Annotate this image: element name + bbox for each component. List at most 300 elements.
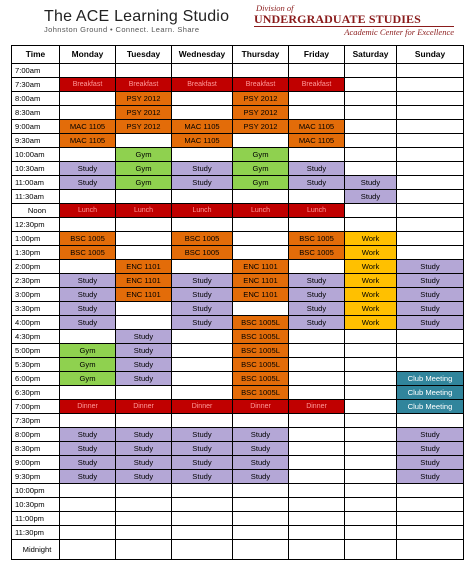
schedule-cell xyxy=(397,512,464,526)
time-row xyxy=(12,190,464,204)
schedule-cell: BSC 1005 xyxy=(289,246,345,260)
schedule-cell xyxy=(60,414,116,428)
schedule-cell: Gym xyxy=(116,162,172,176)
schedule-cell xyxy=(345,330,397,344)
schedule-cell: Study xyxy=(172,442,233,456)
schedule-cell: Dinner xyxy=(60,400,116,414)
column-header: Tuesday xyxy=(116,46,172,64)
time-row xyxy=(12,316,464,330)
schedule-cell: Breakfast xyxy=(233,78,289,92)
schedule-cell xyxy=(116,64,172,78)
column-header: Sunday xyxy=(397,46,464,64)
schedule-cell: Study xyxy=(172,316,233,330)
schedule-cell xyxy=(289,372,345,386)
schedule-cell: Study xyxy=(345,190,397,204)
schedule-cell xyxy=(116,316,172,330)
schedule-cell xyxy=(116,540,172,560)
time-row xyxy=(12,120,464,134)
time-row xyxy=(12,78,464,92)
schedule-cell xyxy=(60,190,116,204)
schedule-cell xyxy=(345,414,397,428)
schedule-cell: Study xyxy=(233,456,289,470)
time-row xyxy=(12,428,464,442)
time-row xyxy=(12,246,464,260)
schedule-cell: Study xyxy=(116,372,172,386)
time-cell: 11:30am xyxy=(12,190,60,204)
schedule-cell: Study xyxy=(116,470,172,484)
schedule-cell: Gym xyxy=(233,176,289,190)
schedule-cell: Study xyxy=(172,456,233,470)
schedule-cell xyxy=(289,64,345,78)
schedule-cell: Gym xyxy=(116,176,172,190)
schedule-cell: ENC 1101 xyxy=(233,274,289,288)
schedule-cell: Study xyxy=(397,288,464,302)
time-row xyxy=(12,512,464,526)
time-row xyxy=(12,176,464,190)
schedule-cell: PSY 2012 xyxy=(116,120,172,134)
schedule-cell: Study xyxy=(116,428,172,442)
schedule-cell xyxy=(60,64,116,78)
time-row xyxy=(12,288,464,302)
time-row xyxy=(12,386,464,400)
time-row xyxy=(12,106,464,120)
schedule-cell xyxy=(289,148,345,162)
schedule-cell xyxy=(345,456,397,470)
schedule-cell: Study xyxy=(289,288,345,302)
schedule-cell: BSC 1005L xyxy=(233,344,289,358)
schedule-cell: Dinner xyxy=(233,400,289,414)
time-cell: 1:30pm xyxy=(12,246,60,260)
schedule-cell: ENC 1101 xyxy=(116,260,172,274)
schedule-cell: Work xyxy=(345,302,397,316)
schedule-cell xyxy=(116,218,172,232)
schedule-cell xyxy=(289,344,345,358)
schedule-cell: BSC 1005L xyxy=(233,358,289,372)
schedule-cell: Study xyxy=(172,470,233,484)
schedule-cell: Breakfast xyxy=(172,78,233,92)
time-row xyxy=(12,400,464,414)
schedule-cell: Gym xyxy=(233,148,289,162)
schedule-cell xyxy=(397,344,464,358)
schedule-cell: Study xyxy=(397,428,464,442)
schedule-cell xyxy=(60,330,116,344)
schedule-cell xyxy=(345,428,397,442)
weekly-schedule-table xyxy=(11,45,464,560)
schedule-cell xyxy=(345,400,397,414)
schedule-cell: Study xyxy=(289,176,345,190)
schedule-cell xyxy=(116,484,172,498)
schedule-cell xyxy=(172,330,233,344)
schedule-cell xyxy=(345,498,397,512)
schedule-cell xyxy=(116,232,172,246)
schedule-cell: Study xyxy=(345,176,397,190)
schedule-cell xyxy=(116,498,172,512)
schedule-cell xyxy=(233,64,289,78)
schedule-cell xyxy=(397,414,464,428)
time-cell: 2:30pm xyxy=(12,274,60,288)
schedule-cell xyxy=(289,470,345,484)
schedule-cell: Study xyxy=(397,316,464,330)
schedule-cell xyxy=(116,526,172,540)
schedule-cell xyxy=(397,64,464,78)
schedule-cell xyxy=(289,526,345,540)
schedule-cell xyxy=(397,162,464,176)
time-row xyxy=(12,92,464,106)
schedule-cell: Study xyxy=(172,176,233,190)
schedule-cell xyxy=(233,540,289,560)
schedule-cell: Study xyxy=(116,330,172,344)
schedule-cell xyxy=(289,540,345,560)
schedule-cell: BSC 1005L xyxy=(233,386,289,400)
schedule-cell: Study xyxy=(289,316,345,330)
schedule-cell: Lunch xyxy=(233,204,289,218)
center-name: Academic Center for Excellence xyxy=(344,27,454,37)
time-row xyxy=(12,456,464,470)
schedule-cell xyxy=(172,526,233,540)
schedule-cell: Study xyxy=(289,302,345,316)
schedule-cell: Study xyxy=(172,428,233,442)
column-header: Friday xyxy=(289,46,345,64)
schedule-cell: Work xyxy=(345,246,397,260)
schedule-cell: MAC 1105 xyxy=(60,134,116,148)
schedule-cell xyxy=(172,498,233,512)
time-cell: 10:30am xyxy=(12,162,60,176)
schedule-cell xyxy=(289,190,345,204)
schedule-cell xyxy=(345,218,397,232)
schedule-cell xyxy=(397,232,464,246)
schedule-cell: Study xyxy=(60,274,116,288)
schedule-cell: PSY 2012 xyxy=(116,92,172,106)
schedule-cell: Study xyxy=(397,260,464,274)
schedule-cell: BSC 1005 xyxy=(289,232,345,246)
time-cell: 5:30pm xyxy=(12,358,60,372)
time-row xyxy=(12,540,464,560)
time-cell: 9:00am xyxy=(12,120,60,134)
schedule-cell xyxy=(172,260,233,274)
time-cell: 8:00pm xyxy=(12,428,60,442)
schedule-cell xyxy=(172,190,233,204)
schedule-cell xyxy=(116,190,172,204)
schedule-cell: Club Meeting xyxy=(397,400,464,414)
schedule-cell: MAC 1105 xyxy=(289,134,345,148)
schedule-cell xyxy=(172,540,233,560)
schedule-cell xyxy=(397,204,464,218)
schedule-cell xyxy=(345,372,397,386)
schedule-cell xyxy=(397,540,464,560)
schedule-cell xyxy=(397,498,464,512)
schedule-cell: BSC 1005 xyxy=(172,246,233,260)
time-row xyxy=(12,330,464,344)
schedule-cell: Study xyxy=(289,274,345,288)
schedule-cell xyxy=(345,162,397,176)
time-row xyxy=(12,526,464,540)
schedule-cell xyxy=(289,106,345,120)
schedule-cell xyxy=(116,414,172,428)
schedule-cell: PSY 2012 xyxy=(233,92,289,106)
schedule-cell xyxy=(345,442,397,456)
schedule-cell xyxy=(289,260,345,274)
time-cell: 7:30pm xyxy=(12,414,60,428)
schedule-cell xyxy=(116,386,172,400)
schedule-cell: Study xyxy=(60,176,116,190)
schedule-cell: Study xyxy=(116,358,172,372)
schedule-cell xyxy=(60,218,116,232)
schedule-cell xyxy=(397,190,464,204)
time-row xyxy=(12,148,464,162)
schedule-cell: PSY 2012 xyxy=(233,120,289,134)
schedule-cell xyxy=(116,512,172,526)
time-row xyxy=(12,232,464,246)
schedule-cell xyxy=(345,386,397,400)
time-cell: 4:30pm xyxy=(12,330,60,344)
schedule-cell: MAC 1105 xyxy=(172,134,233,148)
time-row xyxy=(12,470,464,484)
schedule-cell: BSC 1005 xyxy=(172,232,233,246)
schedule-cell xyxy=(289,414,345,428)
schedule-cell xyxy=(60,106,116,120)
schedule-cell: Gym xyxy=(233,162,289,176)
schedule-cell xyxy=(172,512,233,526)
column-header: Saturday xyxy=(345,46,397,64)
schedule-cell: Lunch xyxy=(60,204,116,218)
time-cell: Midnight xyxy=(12,540,60,560)
schedule-cell: Dinner xyxy=(289,400,345,414)
schedule-cell: PSY 2012 xyxy=(116,106,172,120)
time-row xyxy=(12,218,464,232)
time-row xyxy=(12,358,464,372)
schedule-cell: Work xyxy=(345,316,397,330)
schedule-cell xyxy=(345,64,397,78)
schedule-cell xyxy=(397,148,464,162)
schedule-cell: Lunch xyxy=(116,204,172,218)
schedule-cell xyxy=(345,358,397,372)
schedule-cell xyxy=(116,246,172,260)
time-cell: 8:30am xyxy=(12,106,60,120)
schedule-cell: Study xyxy=(60,316,116,330)
time-cell: 8:30pm xyxy=(12,442,60,456)
schedule-cell: Lunch xyxy=(289,204,345,218)
time-row xyxy=(12,274,464,288)
time-cell: 11:00am xyxy=(12,176,60,190)
schedule-cell: Study xyxy=(397,456,464,470)
time-cell: 3:30pm xyxy=(12,302,60,316)
schedule-cell: Gym xyxy=(60,344,116,358)
schedule-cell: Work xyxy=(345,274,397,288)
time-cell: Noon xyxy=(12,204,60,218)
schedule-cell xyxy=(233,484,289,498)
schedule-cell: Study xyxy=(60,302,116,316)
schedule-cell: Study xyxy=(116,442,172,456)
schedule-cell xyxy=(60,512,116,526)
division-name: UNDERGRADUATE STUDIES xyxy=(254,13,454,27)
schedule-cell xyxy=(172,358,233,372)
time-cell: 9:00pm xyxy=(12,456,60,470)
ace-logo xyxy=(44,8,229,34)
schedule-cell: Study xyxy=(116,456,172,470)
schedule-cell: Study xyxy=(172,162,233,176)
time-cell: 2:00pm xyxy=(12,260,60,274)
division-label: Division of xyxy=(256,3,294,13)
time-cell: 6:00pm xyxy=(12,372,60,386)
schedule-cell: BSC 1005 xyxy=(60,246,116,260)
schedule-cell: ENC 1101 xyxy=(233,288,289,302)
time-cell: 10:30pm xyxy=(12,498,60,512)
schedule-cell xyxy=(233,498,289,512)
schedule-cell xyxy=(60,260,116,274)
time-cell: 5:00pm xyxy=(12,344,60,358)
column-header: Time xyxy=(12,46,60,64)
schedule-cell: Study xyxy=(116,344,172,358)
schedule-cell xyxy=(60,540,116,560)
schedule-cell xyxy=(172,148,233,162)
column-header: Thursday xyxy=(233,46,289,64)
schedule-cell xyxy=(60,484,116,498)
time-cell: 10:00am xyxy=(12,148,60,162)
schedule-cell xyxy=(289,512,345,526)
schedule-cell xyxy=(397,134,464,148)
schedule-cell xyxy=(116,302,172,316)
schedule-cell xyxy=(289,358,345,372)
schedule-cell: Breakfast xyxy=(60,78,116,92)
schedule-cell xyxy=(397,106,464,120)
schedule-cell xyxy=(345,120,397,134)
schedule-cell: ENC 1101 xyxy=(233,260,289,274)
schedule-cell: Gym xyxy=(60,358,116,372)
schedule-cell: Study xyxy=(60,162,116,176)
schedule-cell xyxy=(345,512,397,526)
schedule-cell xyxy=(345,470,397,484)
schedule-cell xyxy=(345,106,397,120)
schedule-cell xyxy=(289,218,345,232)
schedule-cell xyxy=(172,414,233,428)
schedule-cell xyxy=(397,484,464,498)
schedule-cell xyxy=(233,512,289,526)
schedule-cell: Lunch xyxy=(172,204,233,218)
time-row xyxy=(12,442,464,456)
schedule-cell: Work xyxy=(345,288,397,302)
time-cell: 10:00pm xyxy=(12,484,60,498)
schedule-cell xyxy=(233,302,289,316)
schedule-cell: Study xyxy=(60,456,116,470)
schedule-cell xyxy=(289,442,345,456)
schedule-cell: Study xyxy=(60,428,116,442)
schedule-cell: MAC 1105 xyxy=(60,120,116,134)
schedule-cell xyxy=(60,526,116,540)
time-cell: 9:30am xyxy=(12,134,60,148)
schedule-cell: BSC 1005L xyxy=(233,372,289,386)
time-cell: 11:30pm xyxy=(12,526,60,540)
schedule-cell xyxy=(60,92,116,106)
time-row xyxy=(12,302,464,316)
schedule-cell: Study xyxy=(172,274,233,288)
schedule-cell xyxy=(397,526,464,540)
time-cell: 4:00pm xyxy=(12,316,60,330)
schedule-cell: ENC 1101 xyxy=(116,288,172,302)
schedule-cell xyxy=(233,526,289,540)
schedule-cell xyxy=(60,148,116,162)
schedule-cell xyxy=(116,134,172,148)
schedule-cell: Study xyxy=(60,470,116,484)
schedule-cell xyxy=(345,540,397,560)
schedule-cell xyxy=(233,190,289,204)
time-row xyxy=(12,414,464,428)
schedule-cell xyxy=(172,372,233,386)
schedule-cell xyxy=(233,218,289,232)
schedule-cell xyxy=(172,484,233,498)
time-row xyxy=(12,372,464,386)
time-row xyxy=(12,484,464,498)
schedule-cell xyxy=(289,484,345,498)
schedule-cell xyxy=(289,428,345,442)
schedule-cell: Study xyxy=(233,470,289,484)
schedule-cell xyxy=(172,218,233,232)
schedule-cell: Club Meeting xyxy=(397,372,464,386)
schedule-cell: Study xyxy=(233,442,289,456)
time-row xyxy=(12,134,464,148)
schedule-cell xyxy=(345,526,397,540)
schedule-cell xyxy=(172,344,233,358)
schedule-cell xyxy=(172,64,233,78)
schedule-cell: MAC 1105 xyxy=(289,120,345,134)
time-cell: 7:30am xyxy=(12,78,60,92)
time-row xyxy=(12,162,464,176)
schedule-cell xyxy=(345,78,397,92)
schedule-cell xyxy=(289,330,345,344)
column-header: Monday xyxy=(60,46,116,64)
schedule-cell: Study xyxy=(397,274,464,288)
time-cell: 9:30pm xyxy=(12,470,60,484)
schedule-cell xyxy=(397,92,464,106)
schedule-cell xyxy=(345,148,397,162)
schedule-cell xyxy=(60,386,116,400)
time-cell: 7:00am xyxy=(12,64,60,78)
time-cell: 7:00pm xyxy=(12,400,60,414)
column-header: Wednesday xyxy=(172,46,233,64)
schedule-cell: Study xyxy=(397,302,464,316)
schedule-cell xyxy=(345,204,397,218)
schedule-cell xyxy=(289,498,345,512)
schedule-cell: Gym xyxy=(60,372,116,386)
schedule-cell: Breakfast xyxy=(289,78,345,92)
schedule-cell xyxy=(397,246,464,260)
schedule-cell: BSC 1005L xyxy=(233,316,289,330)
schedule-cell: Study xyxy=(172,288,233,302)
schedule-cell: Breakfast xyxy=(116,78,172,92)
time-row xyxy=(12,344,464,358)
schedule-cell xyxy=(233,414,289,428)
schedule-cell xyxy=(172,106,233,120)
schedule-cell xyxy=(345,92,397,106)
schedule-cell: BSC 1005L xyxy=(233,330,289,344)
undergrad-studies-logo xyxy=(254,4,454,37)
time-cell: 12:30pm xyxy=(12,218,60,232)
schedule-cell: BSC 1005 xyxy=(60,232,116,246)
logo-title: The ACE Learning Studio xyxy=(44,8,230,25)
schedule-cell xyxy=(345,344,397,358)
schedule-cell: ENC 1101 xyxy=(116,274,172,288)
time-row xyxy=(12,498,464,512)
time-row xyxy=(12,260,464,274)
time-cell: 6:30pm xyxy=(12,386,60,400)
schedule-cell xyxy=(345,134,397,148)
time-cell: 8:00am xyxy=(12,92,60,106)
time-row xyxy=(12,204,464,218)
schedule-cell: PSY 2012 xyxy=(233,106,289,120)
schedule-cell: Study xyxy=(289,162,345,176)
schedule-cell: Dinner xyxy=(172,400,233,414)
schedule-cell xyxy=(345,484,397,498)
schedule-cell: Study xyxy=(60,288,116,302)
